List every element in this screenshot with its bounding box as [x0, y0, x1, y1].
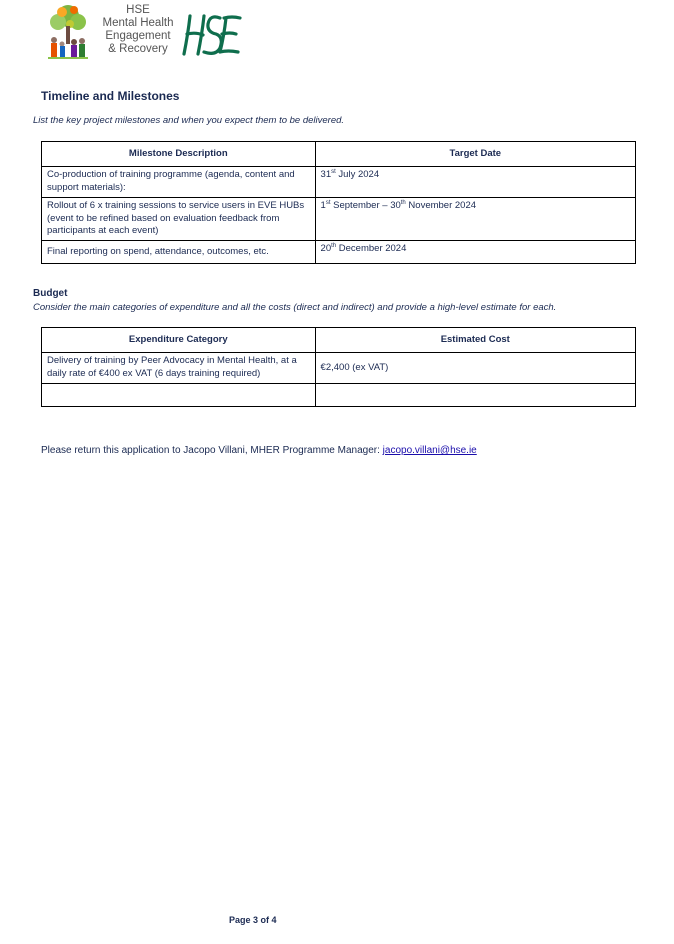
date-suffix: th — [400, 200, 406, 206]
org-line: HSE — [126, 4, 150, 16]
return-text: Please return this application to Jacopo Villani, MHER Programme Manager: — [41, 445, 383, 456]
date-suffix: st — [325, 200, 331, 206]
target-date — [315, 198, 635, 241]
table-header-row — [42, 328, 636, 353]
column-header-expenditure-category: Expenditure Category — [42, 328, 316, 353]
budget-table — [41, 327, 636, 407]
date-day: 30 — [390, 200, 401, 211]
expenditure-category — [42, 384, 316, 407]
estimated-cost: €2,400 (ex VAT) — [315, 353, 635, 384]
budget-instruction: Consider the main categories of expenditure and all the costs (direct and indirect) and provide a high-level estimate for each. — [33, 302, 557, 313]
milestone-description: Rollout of 6 x training sessions to service users in EVE HUBs (event to be refined based on evaluation feedback from participants at each event) — [42, 198, 316, 241]
hse-logo-icon — [180, 10, 242, 58]
date-day: 31 — [320, 169, 332, 180]
date-rest: November 2024 — [405, 200, 477, 211]
table-row — [42, 198, 636, 241]
org-line: Engagement — [105, 30, 171, 42]
org-line: Mental Health — [102, 17, 174, 29]
table-row — [42, 384, 636, 407]
page-number: Page 3 of 4 — [229, 915, 277, 925]
date-day: 20 — [320, 243, 332, 254]
date-rest: September – — [330, 200, 391, 211]
email-link[interactable]: jacopo.villani@hse.ie — [382, 445, 477, 456]
milestones-instruction: List the key project milestones and when you expect them to be delivered. — [33, 115, 345, 126]
mher-tree-logo-icon — [44, 2, 92, 62]
date-suffix: st — [331, 169, 336, 175]
date-day: 1 — [320, 200, 326, 211]
date-rest: July 2024 — [335, 169, 380, 180]
table-header-row — [42, 142, 636, 167]
column-header-target-date: Target Date — [315, 142, 635, 167]
expenditure-category: Delivery of training by Peer Advocacy in Mental Health, at a daily rate of €400 ex VAT (6 days training required) — [42, 353, 316, 384]
estimated-cost — [315, 384, 635, 407]
milestones-title: Timeline and Milestones — [41, 89, 180, 103]
table-row — [42, 241, 636, 264]
column-header-estimated-cost: Estimated Cost — [315, 328, 635, 353]
milestone-description: Final reporting on spend, attendance, outcomes, etc. — [42, 241, 316, 264]
table-row — [42, 167, 636, 198]
milestones-table — [41, 141, 636, 264]
date-suffix: th — [331, 243, 337, 249]
return-instructions — [41, 445, 477, 456]
org-name — [98, 4, 178, 56]
table-row — [42, 353, 636, 384]
target-date — [315, 241, 635, 264]
target-date — [315, 167, 635, 198]
column-header-milestone: Milestone Description — [42, 142, 316, 167]
date-rest: December 2024 — [336, 243, 407, 254]
document-header — [44, 2, 264, 62]
org-line: & Recovery — [108, 43, 168, 55]
budget-label: Budget — [33, 288, 68, 299]
milestone-description: Co-production of training programme (agenda, content and support materials): — [42, 167, 316, 198]
